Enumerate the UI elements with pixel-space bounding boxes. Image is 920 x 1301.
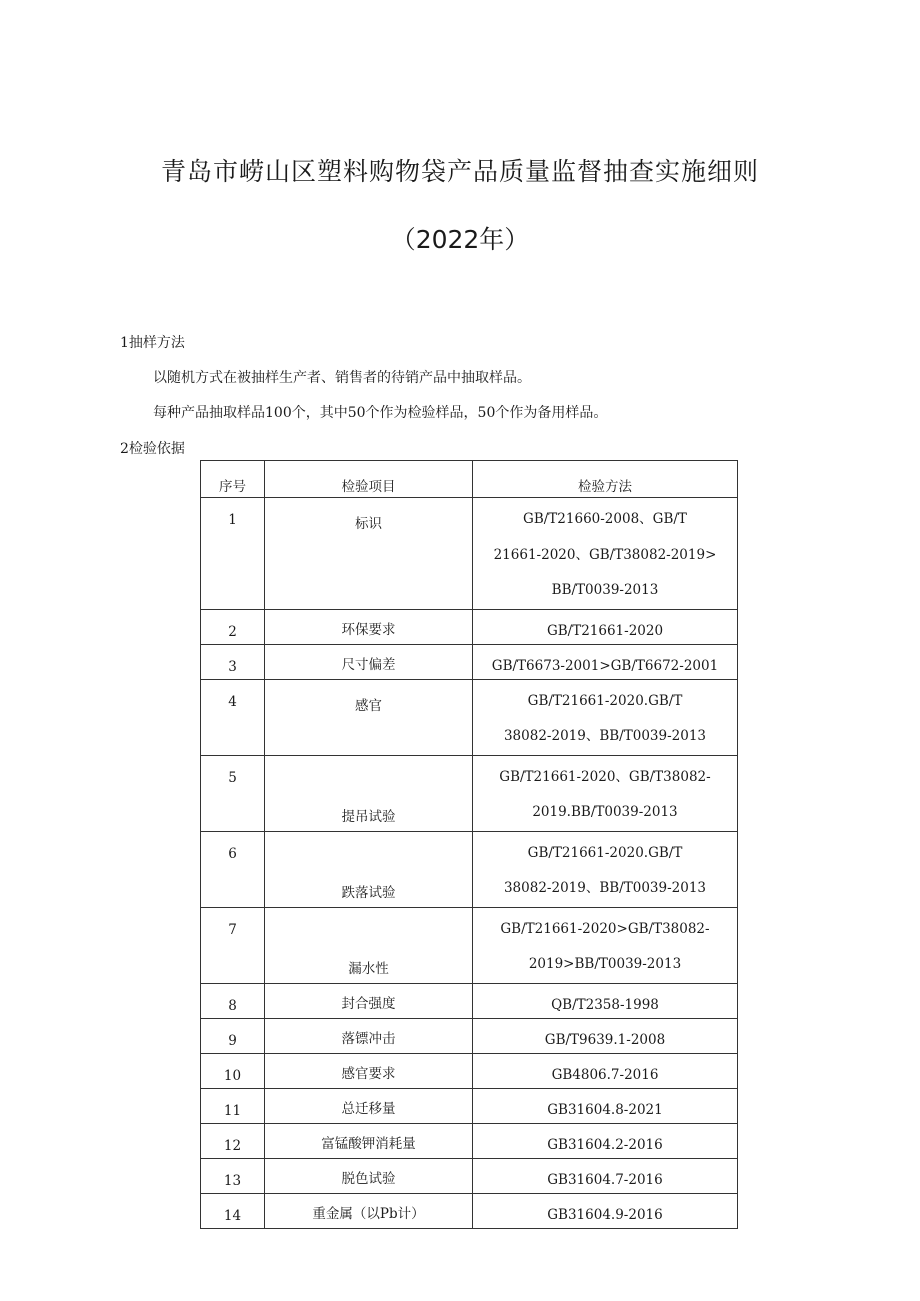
cell-method bbox=[473, 755, 738, 831]
cell-item: 脱色试验 bbox=[265, 1158, 473, 1193]
table-row bbox=[201, 755, 738, 831]
cell-item: 感官要求 bbox=[265, 1053, 473, 1088]
method-line: GB/T21661-2020.GB/T bbox=[527, 844, 683, 861]
table-row bbox=[201, 679, 738, 755]
cell-no: 9 bbox=[201, 1018, 265, 1053]
cell-item: 封合强度 bbox=[265, 983, 473, 1018]
table-header-row bbox=[201, 461, 738, 498]
cell-item: 感官 bbox=[265, 679, 473, 755]
document-subtitle: （2022年） bbox=[390, 225, 530, 254]
method-line: QB/T2358-1998 bbox=[551, 996, 659, 1013]
cell-no: 3 bbox=[201, 644, 265, 679]
cell-item: 跌落试验 bbox=[265, 831, 473, 907]
method-line: GB4806.7-2016 bbox=[551, 1066, 659, 1083]
cell-item: 富锰酸钾消耗量 bbox=[265, 1123, 473, 1158]
method-line: 2019>BB/T0039-2013 bbox=[528, 956, 682, 972]
cell-method bbox=[473, 983, 738, 1018]
method-line: GB/T6673-2001>GB/T6672-2001 bbox=[491, 657, 719, 674]
cell-method bbox=[473, 644, 738, 679]
cell-no: 11 bbox=[201, 1088, 265, 1123]
method-line: GB/T9639.1-2008 bbox=[544, 1031, 666, 1048]
cell-item: 落镖冲击 bbox=[265, 1018, 473, 1053]
method-line: GB/T21661-2020、GB/T38082- bbox=[499, 768, 711, 785]
cell-no: 1 bbox=[201, 498, 265, 610]
cell-method bbox=[473, 1123, 738, 1158]
method-line: GB31604.7-2016 bbox=[547, 1171, 663, 1188]
paragraph-sampling-method: 以随机方式在被抽样生产者、销售者的待销产品中抽取样品。 bbox=[153, 370, 531, 386]
method-line: GB/T21661-2020>GB/T38082- bbox=[500, 920, 710, 937]
cell-no: 6 bbox=[201, 831, 265, 907]
cell-no: 13 bbox=[201, 1158, 265, 1193]
section-heading-basis: 2检验依据 bbox=[120, 441, 185, 457]
method-line: GB/T21661-2020 bbox=[546, 622, 664, 639]
cell-no: 4 bbox=[201, 679, 265, 755]
cell-item: 重金属（以Pb计） bbox=[265, 1193, 473, 1228]
cell-item: 环保要求 bbox=[265, 609, 473, 644]
table-row bbox=[201, 1193, 738, 1228]
table-row bbox=[201, 907, 738, 983]
header-method: 检验方法 bbox=[473, 461, 738, 498]
document-title: 青岛市崂山区塑料购物袋产品质量监督抽查实施细则 bbox=[160, 157, 759, 186]
table-row bbox=[201, 1053, 738, 1088]
cell-no: 14 bbox=[201, 1193, 265, 1228]
cell-method bbox=[473, 609, 738, 644]
paragraph-sample-quantity: 每种产品抽取样品100个，其中50个作为检验样品，50个作为备用样品。 bbox=[153, 405, 608, 421]
cell-method bbox=[473, 1088, 738, 1123]
cell-no: 5 bbox=[201, 755, 265, 831]
method-line: GB/T21661-2020.GB/T bbox=[527, 692, 683, 709]
method-line: 38082-2019、BB/T0039-2013 bbox=[503, 880, 707, 896]
cell-method bbox=[473, 1193, 738, 1228]
table-row bbox=[201, 644, 738, 679]
cell-no: 7 bbox=[201, 907, 265, 983]
table-row bbox=[201, 1018, 738, 1053]
table-row bbox=[201, 1088, 738, 1123]
header-no: 序号 bbox=[201, 461, 265, 498]
table-row bbox=[201, 1158, 738, 1193]
cell-no: 12 bbox=[201, 1123, 265, 1158]
method-line: 21661-2020、GB/T38082-2019> bbox=[493, 546, 717, 563]
table-row bbox=[201, 831, 738, 907]
cell-item: 标识 bbox=[265, 498, 473, 610]
method-line: 38082-2019、BB/T0039-2013 bbox=[503, 728, 707, 744]
method-line: GB/T21660-2008、GB/T bbox=[523, 511, 687, 527]
method-line: BB/T0039-2013 bbox=[551, 582, 659, 598]
cell-method bbox=[473, 1053, 738, 1088]
cell-item: 漏水性 bbox=[265, 907, 473, 983]
cell-method bbox=[473, 498, 738, 610]
table-row bbox=[201, 609, 738, 644]
header-item: 检验项目 bbox=[265, 461, 473, 498]
cell-item: 提吊试验 bbox=[265, 755, 473, 831]
cell-no: 2 bbox=[201, 609, 265, 644]
section-heading-sampling: 1抽样方法 bbox=[120, 335, 185, 351]
cell-no: 10 bbox=[201, 1053, 265, 1088]
table-row bbox=[201, 983, 738, 1018]
method-line: GB31604.8-2021 bbox=[547, 1101, 663, 1118]
method-line: GB31604.2-2016 bbox=[547, 1136, 663, 1153]
table-row bbox=[201, 498, 738, 610]
cell-method bbox=[473, 1158, 738, 1193]
cell-method bbox=[473, 1018, 738, 1053]
table-row bbox=[201, 1123, 738, 1158]
cell-method bbox=[473, 831, 738, 907]
cell-no: 8 bbox=[201, 983, 265, 1018]
cell-method bbox=[473, 907, 738, 983]
cell-method bbox=[473, 679, 738, 755]
method-line: 2019.BB/T0039-2013 bbox=[532, 804, 678, 820]
cell-item: 总迁移量 bbox=[265, 1088, 473, 1123]
method-line: GB31604.9-2016 bbox=[547, 1206, 663, 1223]
inspection-table bbox=[200, 460, 738, 1229]
cell-item: 尺寸偏差 bbox=[265, 644, 473, 679]
